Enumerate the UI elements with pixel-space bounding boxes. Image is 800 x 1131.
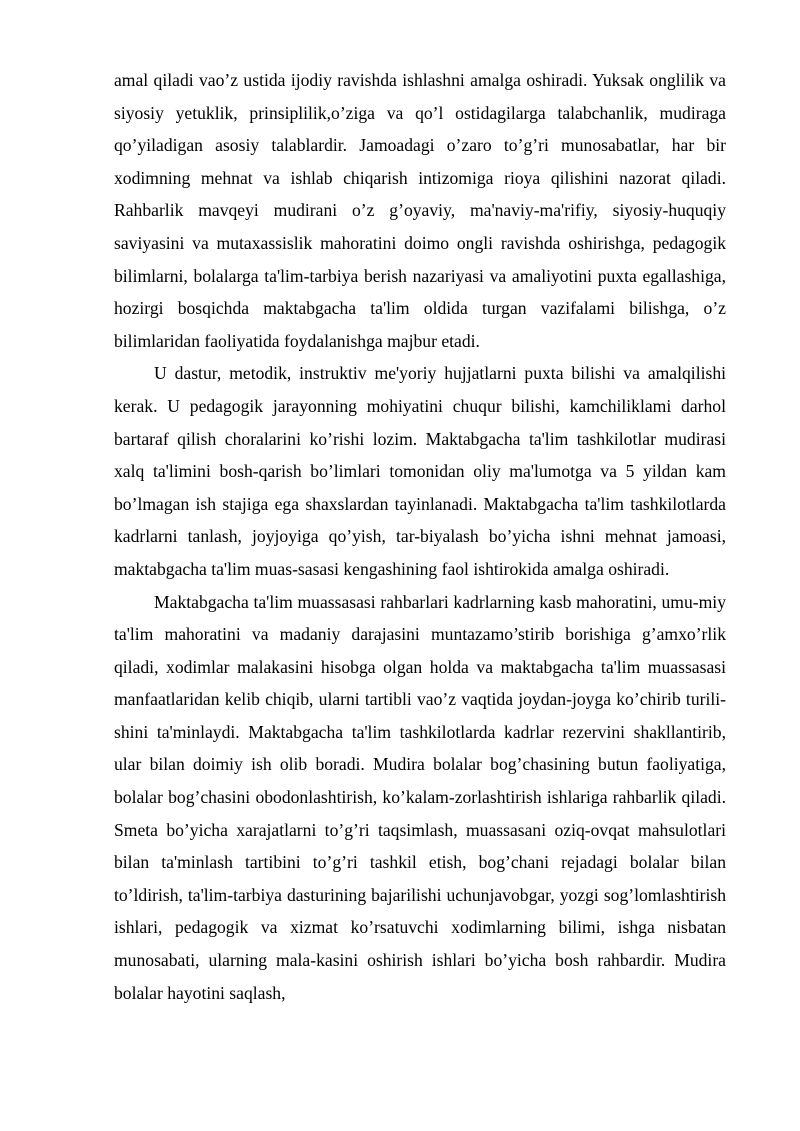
paragraph-3: Maktabgacha ta'lim muassasasi rahbarlari kadrlarning kasb mahoratini, umu-miy ta'lim mahoratini va madaniy darajasini muntazamo’stirib borishiga g’amxo’rlik qiladi, xodimlar malakasini hisobga olgan holda va maktabgacha ta'lim muassasasi manfaatlaridan kelib chiqib, ularni tartibli vao’z vaqtida joydan-joyga ko’chirib turili-shini ta'minlaydi. Maktabgacha ta'lim tashkilotlarda kadrlar rezervini shakllantirib, ular bilan doimiy ish olib boradi. Mudira bolalar bog’chasining butun faoliyatiga, bolalar bog’chasini obodonlashtirish, ko’kalam-zorlashtirish ishlariga rahbarlik qiladi. Smeta bo’yicha xarajatlarni to’g’ri taqsimlash, muassasani oziq-ovqat mahsulotlari bilan ta'minlash tartibini to’g’ri tashkil etish, bog’chani rejadagi bolalar bilan to’ldirish, ta'lim-tarbiya dasturining bajarilishi uchunjavobgar, yozgi sog’lomlashtirish ishlari, pedagogik va xizmat ko’rsatuvchi xodimlarning bilimi, ishga nisbatan munosabati, ularning mala-kasini oshirish ishlari bo’yicha bosh rahbardir. Mudira bolalar hayotini saqlash, [114,591,726,1003]
paragraph-1: amal qiladi vao’z ustida ijodiy ravishda ishlashni amalga oshiradi. Yuksak onglilik va siyosiy yetuklik, prinsiplilik,o’ziga va qo’l ostidagilarga talabchanlik, mudiraga qo’yiladigan asosiy talablardir. Jamoadagi o’zaro to’g’ri munosabatlar, har bir xodimning mehnat va ishlab chiqarish intizomiga rioya qilishini nazorat qiladi. Rahbarlik mavqeyi mudirani o’z g’oyaviy, ma'naviy-ma'rifiy, siyosiy-huquqiy saviyasini va mutaxassislik mahoratini doimo ongli ravishda oshirishga, pedagogik bilimlarni, bolalarga ta'lim-tarbiya berish nazariyasi va amaliyotini puxta egallashiga, hozirgi bosqichda maktabgacha ta'lim oldida turgan vazifalami bilishga, o’z bilimlaridan faoliyatida foydalanishga majbur etadi. [114,70,726,351]
document-page [114,64,726,1009]
paragraph-2: U dastur, metodik, instruktiv me'yoriy hujjatlarni puxta bilishi va amalqilishi kerak. U pedagogik jarayonning mohiyatini chuqur bilishi, kamchiliklami darhol bartaraf qilish choralarini ko’rishi lozim. Maktabgacha ta'lim tashkilotlar mudirasi xalq ta'limini bosh-qarish bo’limlari tomonidan oliy ma'lumotga va 5 yildan kam bo’lmagan ish stajiga ega shaxslardan tayinlanadi. Maktabgacha ta'lim tashkilotlarda kadrlarni tanlash, joyjoyiga qo’yish, tar-biyalash bo’yicha ishni mehnat jamoasi, maktabgacha ta'lim muas-sasasi kengashining faol ishtirokida amalga oshiradi. [114,363,726,579]
